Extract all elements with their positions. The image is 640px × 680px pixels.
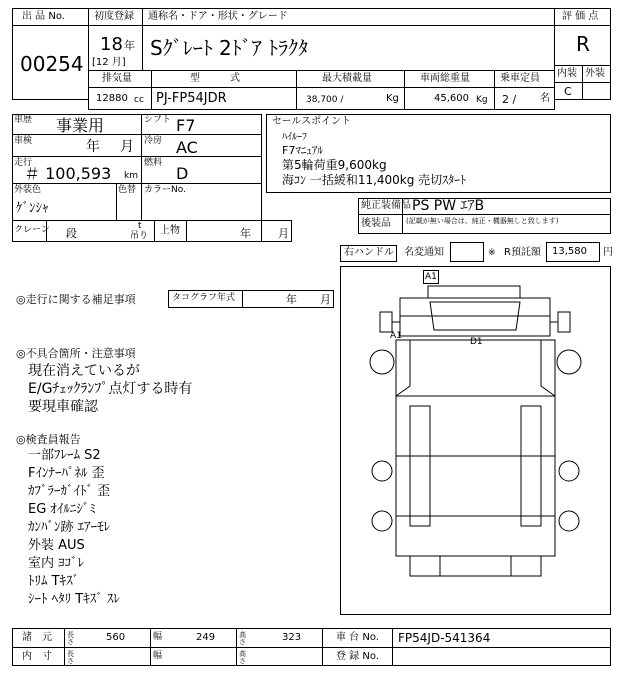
first-reg-year-unit: 年 bbox=[124, 39, 135, 52]
capacity-unit: 名 bbox=[540, 93, 550, 104]
ext-color-value: ｹﾞﾝｼｬ bbox=[16, 201, 49, 216]
width-label: 幅 bbox=[153, 632, 163, 642]
body-panel-right bbox=[521, 406, 541, 526]
inner-dim-label: 内 寸 bbox=[22, 651, 52, 662]
inspection-label: 車検 bbox=[14, 136, 33, 146]
inspector-line-4: EG ｵｲﾙﾆｼﾞﾐ bbox=[28, 502, 96, 517]
history-value: 事業用 bbox=[56, 116, 105, 135]
lot-number: 00254 bbox=[20, 52, 84, 76]
crane-label: クレーン bbox=[14, 225, 50, 235]
title-label: 通称名・ドア・形状・グレード bbox=[148, 11, 288, 22]
fuel-label: 燃料 bbox=[144, 158, 163, 168]
upper-year: 年 bbox=[240, 227, 251, 240]
displacement-value: 12880 bbox=[96, 93, 128, 104]
fuel-value: D bbox=[176, 164, 189, 183]
body-outline bbox=[396, 337, 555, 556]
model-value: PJ-FP54JDR bbox=[156, 91, 227, 106]
mirror-left bbox=[380, 312, 392, 332]
length-label: 長さ bbox=[67, 631, 74, 646]
interior-value: C bbox=[564, 85, 572, 98]
sales-line-2: F7ﾏﾆｭｱﾙ bbox=[282, 144, 323, 157]
tachograph-year: 年 bbox=[286, 293, 297, 306]
gross-unit: Kg bbox=[476, 95, 488, 105]
displacement-unit: cc bbox=[134, 95, 144, 105]
refund-unit: 円 bbox=[603, 247, 613, 258]
defects-line-3: 要現車確認 bbox=[28, 399, 98, 415]
inspector-title: ◎検査員報告 bbox=[16, 433, 81, 446]
defects-line-2: E/Gﾁｪｯｸﾗﾝﾌﾟ点灯する時有 bbox=[28, 381, 193, 397]
shift-label: シフト bbox=[144, 115, 172, 125]
refund-value: 13,580 bbox=[552, 246, 587, 257]
rear-left-wheel-2 bbox=[372, 511, 392, 531]
upper-label: 上物 bbox=[160, 225, 180, 236]
equipment-value: PS PW ｴｱB bbox=[412, 198, 485, 214]
interior-label: 内装 bbox=[557, 68, 577, 79]
truck-diagram bbox=[340, 266, 611, 615]
aftermarket-label: 後装品 bbox=[361, 218, 391, 229]
inspector-line-7: 室内 ﾖｺﾞﾚ bbox=[28, 556, 85, 571]
mark-a1-top: A1 bbox=[425, 272, 437, 282]
capacity-value: 2 / bbox=[502, 93, 517, 106]
gross-label: 車両総重量 bbox=[420, 73, 470, 84]
inspection-year: 年 bbox=[86, 139, 100, 155]
mirror-right bbox=[558, 312, 570, 332]
first-reg-label: 初度登録 bbox=[94, 11, 134, 22]
max-load-unit: Kg bbox=[386, 93, 399, 104]
inspector-line-1: 一部ﾌﾚｰﾑ S2 bbox=[28, 448, 101, 463]
shift-value: F7 bbox=[176, 116, 196, 135]
mark-a1-side: A1 bbox=[390, 331, 402, 341]
inspector-line-2: Fｲﾝﾅｰﾊﾟﾈﾙ 歪 bbox=[28, 466, 105, 481]
reg-label: 登 録 No. bbox=[336, 651, 379, 662]
upper-month: 月 bbox=[278, 227, 289, 240]
refund-prefix: ※ bbox=[488, 248, 496, 258]
gross-value: 45,600 bbox=[434, 93, 469, 104]
sales-line-3: 第5輪荷重9,600kg bbox=[282, 158, 387, 172]
defects-line-1: 現在消えているが bbox=[28, 363, 140, 379]
height-value: 323 bbox=[282, 632, 302, 643]
capacity-label: 乗車定員 bbox=[500, 73, 540, 84]
chassis-value: FP54JD-541364 bbox=[398, 631, 491, 645]
mileage-unit: km bbox=[124, 171, 138, 181]
rating-label: 評 価 点 bbox=[562, 11, 599, 22]
lot-label: 出 品 No. bbox=[22, 11, 65, 22]
history-label: 車歴 bbox=[14, 115, 33, 125]
mileage-label: 走行 bbox=[14, 158, 33, 168]
rear-left-wheel-1 bbox=[372, 461, 392, 481]
ac-label: 冷房 bbox=[144, 136, 163, 146]
inspector-line-5: ｶﾝﾊﾞﾝ跡 ｴｱｰﾓﾚ bbox=[28, 520, 111, 535]
inner-height-label: 高さ bbox=[239, 650, 246, 665]
rating-value: R bbox=[576, 32, 590, 56]
exterior-label: 外装 bbox=[585, 68, 605, 79]
crane-lift: 吊り bbox=[130, 231, 149, 241]
equipment-label: 純正装備品 bbox=[361, 200, 411, 211]
name-change-checkbox[interactable] bbox=[450, 242, 484, 262]
inspector-line-6: 外装 AUS bbox=[28, 538, 85, 553]
max-load-value: 38,700 / bbox=[306, 95, 344, 105]
outer-dim-label: 諸 元 bbox=[22, 632, 52, 643]
color-change-label: 色替 bbox=[118, 185, 137, 195]
ext-color-label: 外装色 bbox=[14, 185, 42, 195]
right-handle-label: 右ハンドル bbox=[344, 247, 394, 258]
title-value: Sｸﾞﾚｰﾄ 2ﾄﾞｱ ﾄﾗｸﾀ bbox=[150, 36, 309, 60]
defects-title: ◎不具合箇所・注意事項 bbox=[16, 347, 136, 360]
inspection-month: 月 bbox=[120, 139, 134, 155]
width-value: 249 bbox=[196, 632, 216, 643]
crane-stage: 段 bbox=[66, 227, 77, 240]
inner-width-label: 幅 bbox=[153, 651, 163, 661]
first-reg-year: 18 bbox=[100, 34, 123, 55]
sales-line-1: ﾊｲﾙｰﾌ bbox=[282, 132, 307, 143]
color-no-label: カラーNo. bbox=[144, 185, 186, 195]
first-reg-month: [12 月] bbox=[92, 57, 126, 68]
height-label: 高さ bbox=[239, 631, 246, 646]
tachograph-month: 月 bbox=[320, 293, 331, 306]
displacement-label: 排気量 bbox=[102, 73, 132, 84]
name-change-label: 名変通知 bbox=[404, 247, 444, 258]
inner-length-label: 長さ bbox=[67, 650, 74, 665]
cab-roof bbox=[428, 286, 520, 298]
chassis-label: 車 台 No. bbox=[336, 632, 379, 643]
front-left-wheel bbox=[370, 350, 394, 374]
rear-right-wheel-1 bbox=[559, 461, 579, 481]
rear-right-wheel-2 bbox=[559, 511, 579, 531]
length-value: 560 bbox=[106, 632, 126, 643]
sales-point-label: セールスポイント bbox=[272, 116, 352, 127]
mark-d1: D1 bbox=[470, 337, 483, 347]
crane-ton: t bbox=[138, 221, 142, 231]
model-label: 型 式 bbox=[190, 73, 240, 84]
aftermarket-note: (記載が無い場合は、純正・機器無しと致します) bbox=[406, 217, 559, 225]
ac-value: AC bbox=[176, 138, 198, 157]
max-load-label: 最大積載量 bbox=[322, 73, 372, 84]
driving-notes-title: ◎走行に関する補足事項 bbox=[16, 293, 136, 306]
tachograph-label: タコグラフ年式 bbox=[172, 293, 236, 303]
inspector-line-8: ﾄﾘﾑ Tｷｽﾞ bbox=[28, 574, 80, 589]
refund-label: R預託額 bbox=[504, 247, 541, 258]
inspector-line-3: ｶﾌﾞﾗｰｶﾞｲﾄﾞ 歪 bbox=[28, 484, 111, 499]
sales-line-4: 海ｺﾝ 一括緩和11,400kg 売切ｽﾀｰﾄ bbox=[282, 173, 467, 187]
body-panel-left bbox=[410, 406, 430, 526]
front-right-wheel bbox=[557, 350, 581, 374]
inspector-line-9: ｼｰﾄ ﾍﾀﾘ Tｷｽﾞ ｽﾚ bbox=[28, 592, 120, 607]
mileage-value: ＃ 100,593 bbox=[24, 164, 112, 183]
